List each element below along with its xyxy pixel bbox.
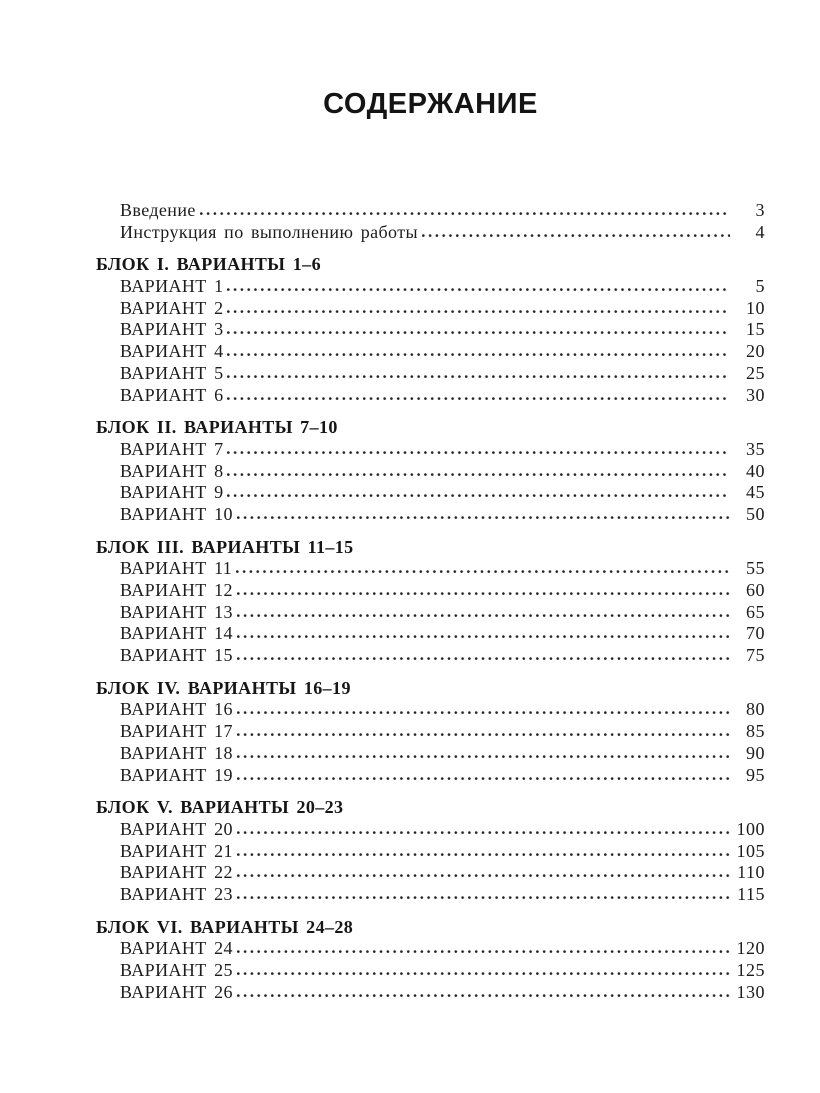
toc-entry-page-number: 40	[746, 460, 765, 481]
toc-entry-page-number: 95	[746, 764, 765, 785]
dot-leader	[237, 515, 730, 520]
dot-leader	[237, 613, 730, 618]
dot-leader	[237, 852, 730, 857]
toc-entry-page-number: 120	[736, 938, 765, 959]
toc-entry-label: ВАРИАНТ 8	[120, 460, 224, 481]
toc-entry	[96, 200, 765, 222]
toc-entry	[96, 938, 765, 960]
toc-entry	[96, 721, 765, 743]
dot-leader	[237, 971, 730, 976]
toc-block-entries	[96, 439, 765, 526]
dot-leader	[200, 211, 730, 216]
toc-entry-page-number: 30	[746, 384, 765, 405]
dot-leader	[227, 330, 730, 335]
toc-block-entries	[96, 699, 765, 786]
dot-leader	[422, 233, 730, 238]
toc-entry-label: ВАРИАНТ 25	[120, 960, 233, 980]
toc-entry	[96, 645, 765, 667]
toc-entry-label: ВАРИАНТ 2	[120, 297, 224, 318]
toc-entry	[96, 504, 765, 526]
toc-entry	[96, 558, 765, 580]
toc-block-entries	[96, 819, 765, 906]
toc-entry-page-number: 65	[746, 601, 765, 622]
toc-entry-label: ВАРИАНТ 20	[120, 818, 233, 839]
toc-entry-label: ВАРИАНТ 23	[120, 883, 233, 904]
toc-entry	[96, 341, 765, 363]
toc-entry-page-number: 45	[746, 482, 765, 503]
dot-leader	[227, 472, 730, 477]
toc-entry	[96, 439, 765, 461]
dot-leader	[237, 949, 730, 954]
toc-entry-page-number: 25	[746, 362, 765, 383]
toc-entry	[96, 699, 765, 721]
toc-entry	[96, 461, 765, 483]
toc-entry	[96, 482, 765, 504]
dot-leader	[227, 352, 730, 357]
toc-block-entries	[96, 276, 765, 406]
dot-leader	[227, 287, 730, 292]
toc-entry-page-number: 50	[746, 503, 765, 524]
toc-block	[96, 417, 765, 525]
toc-block	[96, 678, 765, 786]
toc-entry	[96, 765, 765, 787]
toc-entry-label: ВАРИАНТ 16	[120, 699, 233, 720]
toc-entry-page-number: 15	[746, 319, 765, 340]
toc-entry-page-number: 3	[755, 200, 765, 220]
dot-leader	[227, 493, 730, 498]
toc-entry	[96, 363, 765, 385]
toc-entry	[96, 298, 765, 320]
toc-entry-label: ВАРИАНТ 17	[120, 721, 233, 742]
dot-leader	[227, 396, 730, 401]
toc-entry-page-number: 110	[737, 862, 765, 883]
dot-leader	[237, 656, 730, 661]
toc-entry-page-number: 35	[746, 438, 765, 459]
dot-leader	[237, 895, 730, 900]
dot-leader	[237, 873, 730, 878]
toc-entry-page-number: 130	[736, 981, 765, 1002]
toc-entry	[96, 385, 765, 407]
toc-entry-label: ВАРИАНТ 15	[120, 645, 233, 666]
toc-block-header: БЛОК II. ВАРИАНТЫ 7–10	[96, 417, 338, 438]
toc-block	[96, 797, 765, 905]
toc-entry-page-number: 125	[736, 960, 765, 980]
toc-entry-page-number: 85	[746, 721, 765, 742]
toc-entry-label: ВАРИАНТ 13	[120, 601, 233, 622]
toc-entry-label: ВАРИАНТ 19	[120, 764, 233, 785]
toc-block-header: БЛОК IV. ВАРИАНТЫ 16–19	[96, 677, 351, 698]
toc-block	[96, 537, 765, 667]
dot-leader	[237, 732, 730, 737]
toc-entry	[96, 319, 765, 341]
toc-entry	[96, 602, 765, 624]
toc-entry-label: ВАРИАНТ 12	[120, 580, 233, 600]
toc-entry-page-number: 105	[736, 840, 765, 861]
toc-block	[96, 917, 765, 1004]
toc-entry	[96, 623, 765, 645]
toc-entry	[96, 222, 765, 244]
toc-entry-label: ВАРИАНТ 5	[120, 362, 224, 383]
dot-leader	[236, 569, 730, 574]
toc-block-header: БЛОК VI. ВАРИАНТЫ 24–28	[96, 916, 354, 937]
toc-entry	[96, 841, 765, 863]
toc-entry-label: ВАРИАНТ 10	[120, 503, 233, 524]
toc-block-entries	[96, 558, 765, 666]
dot-leader	[237, 591, 730, 596]
toc-entry-label: ВАРИАНТ 26	[120, 981, 233, 1002]
toc-entry-label: ВАРИАНТ 3	[120, 319, 224, 340]
toc-entry-page-number: 10	[746, 297, 765, 318]
toc-entry-label: ВАРИАНТ 11	[120, 558, 233, 579]
toc-entry-label: ВАРИАНТ 24	[120, 938, 233, 959]
toc-entry-label: Введение	[120, 200, 196, 220]
dot-leader	[237, 830, 730, 835]
toc-entry-label: ВАРИАНТ 21	[120, 840, 233, 861]
dot-leader	[237, 993, 730, 998]
toc-entry-page-number: 20	[746, 341, 765, 362]
toc-intro-section	[96, 200, 765, 243]
toc-entry	[96, 743, 765, 765]
toc-entry-label: ВАРИАНТ 22	[120, 862, 233, 883]
toc-entry-page-number: 55	[746, 558, 765, 579]
dot-leader	[227, 374, 730, 379]
toc-entry-page-number: 115	[737, 883, 765, 904]
toc-entry-page-number: 60	[746, 580, 765, 600]
toc-entry-label: ВАРИАНТ 14	[120, 623, 233, 644]
toc-entry-page-number: 80	[746, 699, 765, 720]
page-title: СОДЕРЖАНИЕ	[323, 88, 538, 120]
toc-entry	[96, 960, 765, 982]
dot-leader	[237, 634, 730, 639]
toc-block	[96, 254, 765, 406]
toc-blocks-section	[96, 254, 765, 1003]
toc-entry-page-number: 75	[746, 645, 765, 666]
toc-entry-label: ВАРИАНТ 9	[120, 482, 224, 503]
toc-entry-page-number: 70	[746, 623, 765, 644]
toc-block-entries	[96, 938, 765, 1003]
table-of-contents	[96, 200, 765, 1003]
toc-entry	[96, 819, 765, 841]
toc-block-header: БЛОК III. ВАРИАНТЫ 11–15	[96, 536, 354, 557]
toc-entry-label: ВАРИАНТ 4	[120, 341, 224, 362]
toc-entry	[96, 884, 765, 906]
toc-entry-label: Инструкция по выполнению работы	[120, 221, 418, 242]
toc-entry-page-number: 4	[755, 221, 765, 242]
toc-entry-page-number: 5	[755, 276, 765, 297]
dot-leader	[237, 754, 730, 759]
dot-leader	[237, 776, 730, 781]
dot-leader	[237, 710, 730, 715]
dot-leader	[227, 309, 730, 314]
toc-entry	[96, 982, 765, 1004]
toc-entry-label: ВАРИАНТ 1	[120, 276, 224, 297]
dot-leader	[227, 450, 730, 455]
toc-entry	[96, 580, 765, 602]
toc-entry	[96, 276, 765, 298]
toc-entry-label: ВАРИАНТ 18	[120, 742, 233, 763]
toc-block-header: БЛОК I. ВАРИАНТЫ 1–6	[96, 254, 321, 275]
toc-entry	[96, 862, 765, 884]
toc-entry-page-number: 100	[736, 818, 765, 839]
toc-entry-label: ВАРИАНТ 6	[120, 384, 224, 405]
toc-entry-page-number: 90	[746, 742, 765, 763]
toc-entry-label: ВАРИАНТ 7	[120, 438, 224, 459]
toc-block-header: БЛОК V. ВАРИАНТЫ 20–23	[96, 797, 344, 818]
